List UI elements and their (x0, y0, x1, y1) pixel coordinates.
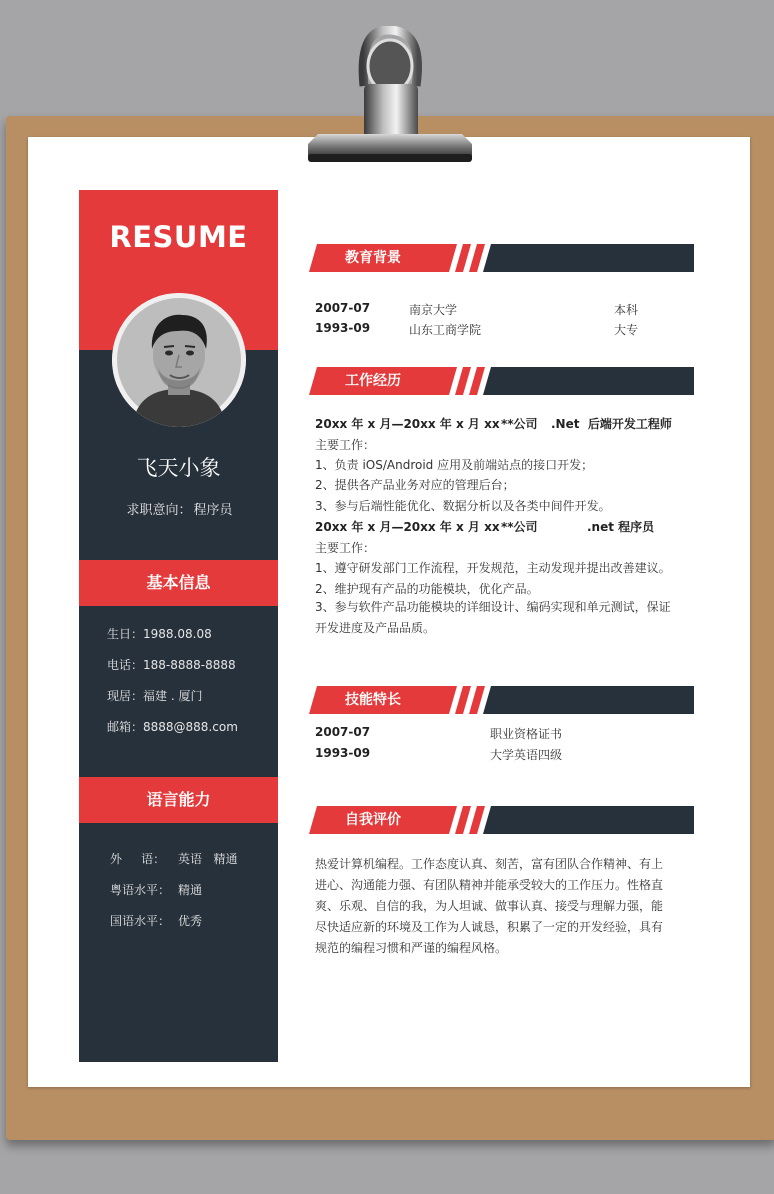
job-intent-label: 求职意向： (126, 503, 192, 518)
job-company: **公司 (501, 417, 538, 431)
education-school: 南京大学 (409, 303, 458, 317)
skill-item: 大学英语四级 (490, 748, 563, 762)
job-period: 20xx 年 x 月—20xx 年 x 月 xx (315, 520, 500, 534)
language-mandarin (110, 906, 237, 937)
duty-item: 3、参与后端性能优化、数据分析以及各类中间件开发。 (315, 499, 611, 513)
education-title: 教育背景 (345, 250, 401, 266)
education-date: 1993-09 (315, 321, 371, 335)
skills-header (309, 686, 694, 714)
work-header (309, 367, 694, 395)
skill-date: 1993-09 (315, 746, 371, 760)
basic-info-location: 现居：福建 . 厦门 (107, 689, 203, 703)
job-position: .Net 后端开发工程师 (551, 417, 672, 431)
education-degree: 大专 (614, 323, 639, 337)
job-position: .net 程序员 (587, 520, 655, 534)
skill-item: 职业资格证书 (490, 727, 563, 741)
job-intent (79, 499, 278, 518)
education-date: 2007-07 (315, 301, 371, 315)
sidebar (79, 190, 278, 1062)
self-eval-header (309, 806, 694, 834)
candidate-name: 飞天小象 (136, 456, 221, 480)
language-cantonese (110, 875, 237, 906)
duty-item: 1、遵守研发部门工作流程，开发规范，主动发现并提出改善建议。 (315, 561, 671, 575)
duty-label: 主要工作： (315, 541, 376, 555)
self-eval-text: 热爱计算机编程。工作态度认真、刻苦，富有团队合作精神、有上进心、沟通能力强、有团队精神并能承受较大的工作压力。性格直爽、乐观、自信的我，为人坦诚、做事认真、接受与理解力强，能尽快适应新的环境及工作为人诚恳，积累了一定的开发经验，具有规范的编程习惯和严谨的编程风格。 (315, 857, 664, 955)
language-foreign (110, 844, 237, 875)
duty-item: 3、参与软件产品功能模块的详细设计、编码实现和单元测试，保证开发进度及产品品质。 (315, 600, 671, 635)
language-value: 英语 精通 (178, 852, 238, 866)
basic-info-email: 邮箱：8888@888.com (107, 720, 238, 734)
language-list (110, 844, 237, 937)
language-banner: 语言能力 (79, 777, 278, 823)
job-line (315, 415, 672, 432)
education-degree: 本科 (614, 303, 639, 317)
job-period: 20xx 年 x 月—20xx 年 x 月 xx (315, 417, 500, 431)
binder-clip-icon (300, 26, 480, 176)
basic-info-list (107, 619, 238, 743)
job-intent-value: 程序员 (193, 503, 233, 518)
skills-title: 技能特长 (345, 692, 401, 708)
language-label: 外 语： (110, 852, 166, 866)
job-company: **公司 (501, 520, 538, 534)
work-title: 工作经历 (345, 373, 401, 389)
language-value: 优秀 (178, 914, 203, 928)
language-value: 精通 (178, 883, 203, 897)
duty-item: 2、维护现有产品的功能模块，优化产品。 (315, 582, 539, 596)
avatar (112, 293, 246, 427)
self-eval-title: 自我评价 (345, 812, 401, 828)
basic-info-banner: 基本信息 (79, 560, 278, 606)
resume-heading: RESUME (109, 220, 248, 254)
duty-item: 1、负责 iOS/Android 应用及前端站点的接口开发； (315, 458, 594, 472)
basic-info-phone: 电话：188-8888-8888 (107, 658, 236, 672)
job-line (315, 518, 654, 535)
duty-item: 2、提供各产品业务对应的管理后台； (315, 478, 515, 492)
basic-info-birthday: 生日：1988.08.08 (107, 627, 212, 641)
education-school: 山东工商学院 (409, 323, 482, 337)
language-label: 国语水平： (110, 914, 171, 928)
language-label: 粤语水平： (110, 883, 171, 897)
duty-label: 主要工作： (315, 438, 376, 452)
skill-date: 2007-07 (315, 725, 371, 739)
education-header (309, 244, 694, 272)
